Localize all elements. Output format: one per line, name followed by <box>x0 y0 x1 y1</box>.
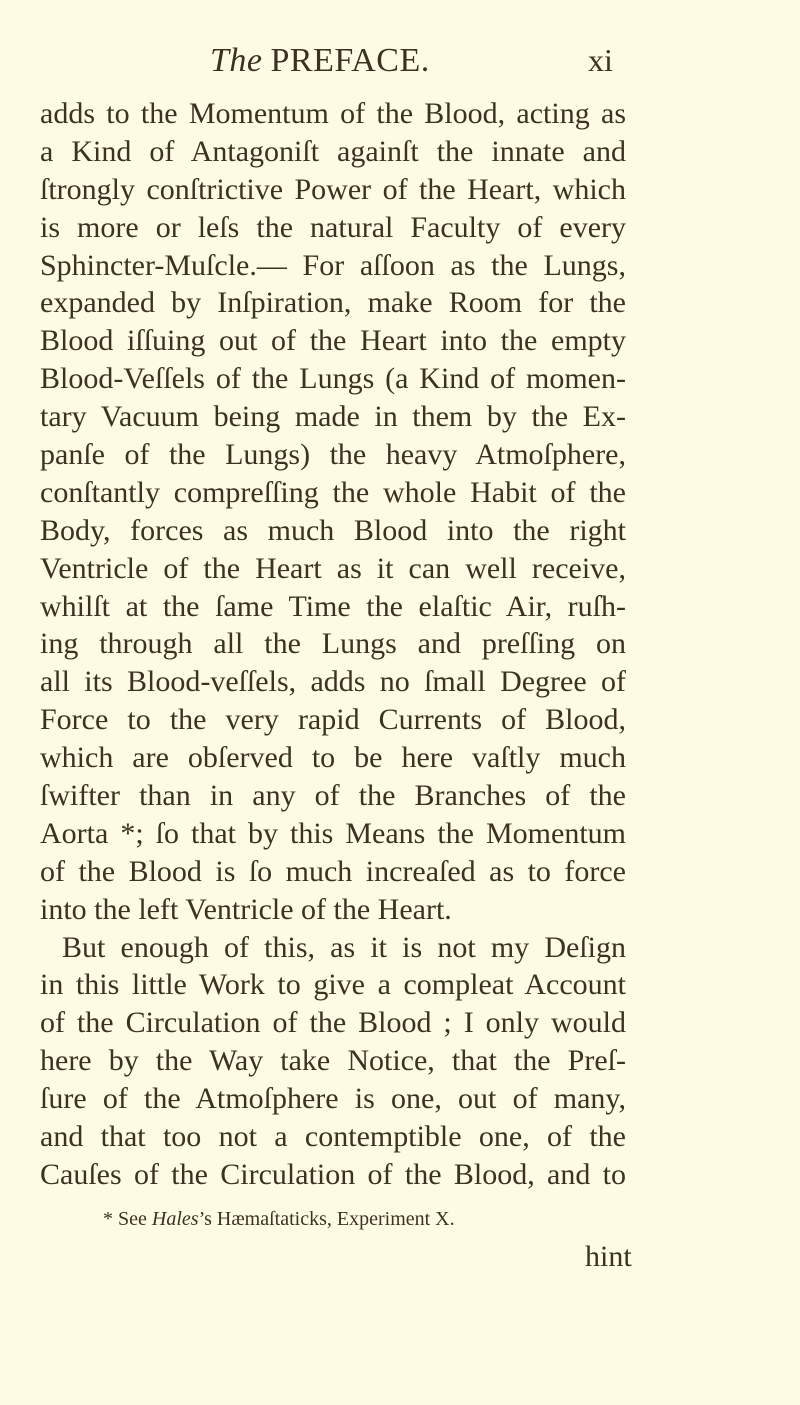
text-line: of the Blood is ſo much increaſed as to force <box>40 854 626 888</box>
text-line: into the left Ventricle of the Heart. <box>40 892 452 926</box>
text-line: Sphincter-Muſcle.— For aſſoon as the Lungs, <box>40 248 626 282</box>
body-text <box>40 95 626 1194</box>
page-number: xi <box>588 42 613 78</box>
text-line: of the Circulation of the Blood ; I only would <box>40 1006 626 1040</box>
text-line: Body, forces as much Blood into the right <box>40 513 626 547</box>
text-line: ſwifter than in any of the Branches of the <box>40 779 626 813</box>
text-line: is more or leſs the natural Faculty of every <box>40 210 626 244</box>
text-line: which are obſerved to be here vaſtly much <box>40 741 626 775</box>
text-line: whilſt at the ſame Time the elaſtic Air, ruſh- <box>40 589 626 623</box>
text-line: adds to the Momentum of the Blood, acting as <box>40 97 626 130</box>
footnote-prefix: * See <box>103 1208 152 1230</box>
text-line: ſure of the Atmoſphere is one, out of many, <box>40 1082 626 1116</box>
footnote <box>103 1208 455 1231</box>
text-line: But enough of this, as it is not my Deſign <box>62 930 626 964</box>
footnote-text: ’s Hæmaſtaticks, Experiment X. <box>198 1208 455 1230</box>
text-line: ſtrongly conſtrictive Power of the Heart, which <box>40 172 626 206</box>
text-line: Blood iſſuing out of the Heart into the empty <box>40 324 626 358</box>
text-line: in this little Work to give a compleat Account <box>40 968 626 1002</box>
text-line: expanded by Inſpiration, make Room for the <box>40 286 626 320</box>
text-line: Ventricle of the Heart as it can well receive, <box>40 551 626 585</box>
text-line: all its Blood-veſſels, adds no ſmall Degree of <box>40 665 626 699</box>
text-line: Force to the very rapid Currents of Blood, <box>40 703 626 737</box>
running-header <box>0 42 800 86</box>
text-line: Cauſes of the Circulation of the Blood, and to <box>40 1157 626 1191</box>
text-line: tary Vacuum being made in them by the Ex- <box>40 400 626 434</box>
text-line: a Kind of Antagoniſt againſt the innate and <box>40 134 626 168</box>
text-line: Blood-Veſſels of the Lungs (a Kind of momen- <box>40 362 626 396</box>
title-italic: The <box>210 42 263 79</box>
page-title <box>210 42 430 80</box>
text-line: here by the Way take Notice, that the Preſ- <box>40 1044 626 1078</box>
text-line: Aorta *; ſo that by this Means the Momentum <box>40 816 626 850</box>
text-line: panſe of the Lungs) the heavy Atmoſphere, <box>40 438 626 472</box>
footnote-author: Hales <box>151 1208 199 1230</box>
text-line: ing through all the Lungs and preſſing on <box>40 627 626 661</box>
text-line: and that too not a contemptible one, of the <box>40 1120 626 1154</box>
catchword: hint <box>585 1240 632 1273</box>
title-text: PREFACE. <box>270 42 430 79</box>
text-line: conſtantly compreſſing the whole Habit of the <box>40 475 626 509</box>
